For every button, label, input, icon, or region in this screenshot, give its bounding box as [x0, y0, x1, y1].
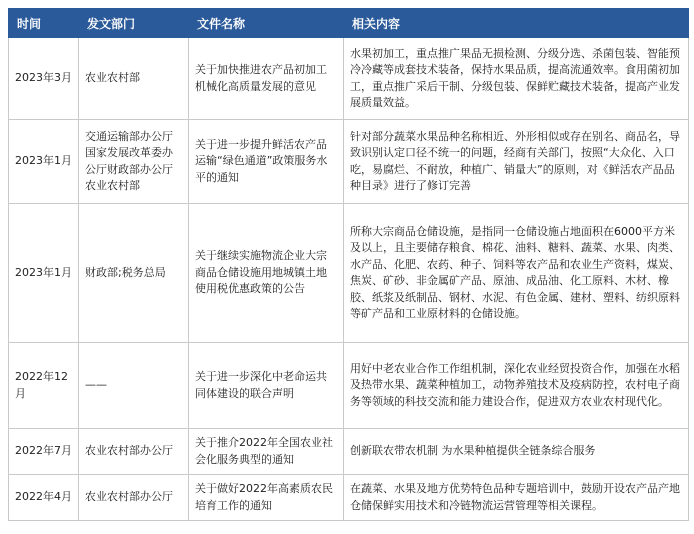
cell-department: 农业农村部办公厅: [79, 429, 189, 475]
cell-time: 2023年1月: [9, 120, 79, 204]
cell-content: 所称大宗商品仓储设施，是指同一仓储设施占地面积在6000平方米及以上，且主要储存粮食、棉花、油料、糖料、蔬菜、水果、肉类、水产品、化肥、农药、种子、饲料等农产品和农业生产资料，煤炭、焦炭、矿砂、非金属矿产品、原油、成品油、化工原料、木材、橡胶、纸浆及纸制品、钢材、水泥、有色金属、建材、塑料、纺织原料等矿产品和工业原材料的仓储设施。: [344, 204, 689, 343]
cell-content: 创新联农带农机制 为水果种植提供全链条综合服务: [344, 429, 689, 475]
table-row: [9, 204, 689, 343]
header-time: 时间: [9, 9, 79, 38]
header-content: 相关内容: [344, 9, 689, 38]
header-department: 发文部门: [79, 9, 189, 38]
cell-document: 关于推介2022年全国农业社会化服务典型的通知: [189, 429, 344, 475]
table-row: [9, 429, 689, 475]
cell-document: 关于加快推进农产品初加工机械化高质量发展的意见: [189, 38, 344, 120]
cell-time: 2022年7月: [9, 429, 79, 475]
cell-department: 财政部;税务总局: [79, 204, 189, 343]
table-row: [9, 38, 689, 120]
cell-time: 2023年3月: [9, 38, 79, 120]
cell-document: 关于进一步提升鲜活农产品运输“绿色通道”政策服务水平的通知: [189, 120, 344, 204]
cell-content: 针对部分蔬菜水果品种名称相近、外形相似或存在别名、商品名，导致识别认定口径不统一的问题，经商有关部门，按照“大众化、入口吃，易腐烂、不耐放，种植广、销量大”的原则，对《鲜活农产品品种目录》进行了修订完善: [344, 120, 689, 204]
table-row: [9, 120, 689, 204]
table-row: [9, 475, 689, 521]
cell-department: 农业农村部办公厅: [79, 475, 189, 521]
cell-content: 在蔬菜、水果及地方优势特色品种专题培训中，鼓励开设农产品产地仓储保鲜实用技术和冷链物流运营管理等相关课程。: [344, 475, 689, 521]
cell-document: 关于进一步深化中老命运共同体建设的联合声明: [189, 343, 344, 429]
policy-table: [8, 8, 689, 521]
cell-time: 2022年4月: [9, 475, 79, 521]
cell-document: 关于继续实施物流企业大宗商品仓储设施用地城镇土地使用税优惠政策的公告: [189, 204, 344, 343]
cell-department: 交通运输部办公厅国家发展改革委办公厅财政部办公厅农业农村部: [79, 120, 189, 204]
cell-content: 用好中老农业合作工作组机制，深化农业经贸投资合作，加强在水稻及热带水果、蔬菜种植加工，动物养殖技术及疫病防控，农村电子商务等领域的科技交流和能力建设合作，促进双方农业农村现代化。: [344, 343, 689, 429]
cell-document: 关于做好2022年高素质农民培育工作的通知: [189, 475, 344, 521]
cell-content: 水果初加工，重点推广果品无损检测、分级分选、杀菌包装、智能预冷冷藏等成套技术装备，保持水果品质，提高流通效率。食用菌初加工，重点推广采后干制、分级包装、保鲜贮藏技术装备，提高产业发展质量效益。: [344, 38, 689, 120]
table-header-row: [9, 9, 689, 38]
cell-time: 2022年12月: [9, 343, 79, 429]
cell-department: ——: [79, 343, 189, 429]
header-document: 文件名称: [189, 9, 344, 38]
cell-time: 2023年1月: [9, 204, 79, 343]
cell-department: 农业农村部: [79, 38, 189, 120]
table-row: [9, 343, 689, 429]
